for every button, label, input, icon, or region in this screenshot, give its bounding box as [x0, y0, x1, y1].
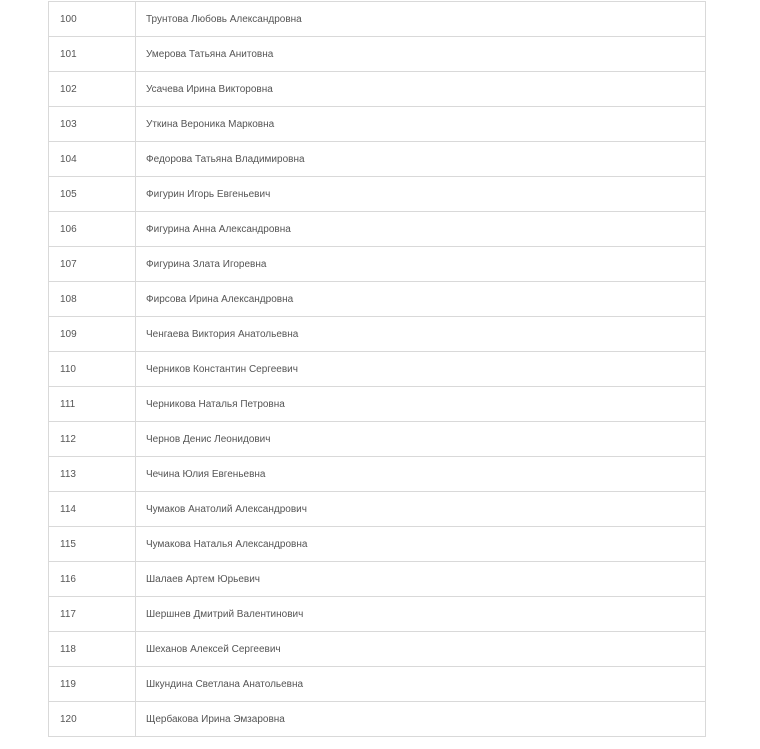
person-name: Фигурина Анна Александровна: [136, 212, 706, 247]
person-name: Ченгаева Виктория Анатольевна: [136, 317, 706, 352]
person-name: Фигурина Злата Игоревна: [136, 247, 706, 282]
participants-table-container: [48, 1, 705, 737]
table-body: [49, 2, 706, 737]
table-row: [49, 212, 706, 247]
row-number: 112: [49, 422, 136, 457]
table-row: [49, 702, 706, 737]
row-number: 107: [49, 247, 136, 282]
person-name: Федорова Татьяна Владимировна: [136, 142, 706, 177]
table-row: [49, 177, 706, 212]
row-number: 111: [49, 387, 136, 422]
table-row: [49, 562, 706, 597]
row-number: 117: [49, 597, 136, 632]
person-name: Шершнев Дмитрий Валентинович: [136, 597, 706, 632]
row-number: 116: [49, 562, 136, 597]
row-number: 114: [49, 492, 136, 527]
row-number: 113: [49, 457, 136, 492]
row-number: 120: [49, 702, 136, 737]
table-row: [49, 492, 706, 527]
row-number: 101: [49, 37, 136, 72]
person-name: Чернов Денис Леонидович: [136, 422, 706, 457]
person-name: Фигурин Игорь Евгеньевич: [136, 177, 706, 212]
row-number: 115: [49, 527, 136, 562]
row-number: 108: [49, 282, 136, 317]
row-number: 119: [49, 667, 136, 702]
participants-table: [48, 1, 706, 737]
person-name: Чумакова Наталья Александровна: [136, 527, 706, 562]
table-row: [49, 37, 706, 72]
person-name: Усачева Ирина Викторовна: [136, 72, 706, 107]
row-number: 104: [49, 142, 136, 177]
table-row: [49, 667, 706, 702]
row-number: 106: [49, 212, 136, 247]
table-row: [49, 282, 706, 317]
person-name: Черников Константин Сергеевич: [136, 352, 706, 387]
table-row: [49, 597, 706, 632]
person-name: Чумаков Анатолий Александрович: [136, 492, 706, 527]
person-name: Фирсова Ирина Александровна: [136, 282, 706, 317]
row-number: 103: [49, 107, 136, 142]
table-row: [49, 107, 706, 142]
table-row: [49, 457, 706, 492]
row-number: 118: [49, 632, 136, 667]
person-name: Черникова Наталья Петровна: [136, 387, 706, 422]
table-row: [49, 352, 706, 387]
person-name: Трунтова Любовь Александровна: [136, 2, 706, 37]
table-row: [49, 387, 706, 422]
table-row: [49, 247, 706, 282]
row-number: 100: [49, 2, 136, 37]
person-name: Чечина Юлия Евгеньевна: [136, 457, 706, 492]
person-name: Шкундина Светлана Анатольевна: [136, 667, 706, 702]
person-name: Уткина Вероника Марковна: [136, 107, 706, 142]
person-name: Шеханов Алексей Сергеевич: [136, 632, 706, 667]
table-row: [49, 72, 706, 107]
table-row: [49, 142, 706, 177]
row-number: 109: [49, 317, 136, 352]
row-number: 102: [49, 72, 136, 107]
person-name: Шалаев Артем Юрьевич: [136, 562, 706, 597]
table-row: [49, 632, 706, 667]
table-row: [49, 317, 706, 352]
row-number: 105: [49, 177, 136, 212]
person-name: Щербакова Ирина Эмзаровна: [136, 702, 706, 737]
row-number: 110: [49, 352, 136, 387]
table-row: [49, 2, 706, 37]
person-name: Умерова Татьяна Анитовна: [136, 37, 706, 72]
table-row: [49, 527, 706, 562]
table-row: [49, 422, 706, 457]
